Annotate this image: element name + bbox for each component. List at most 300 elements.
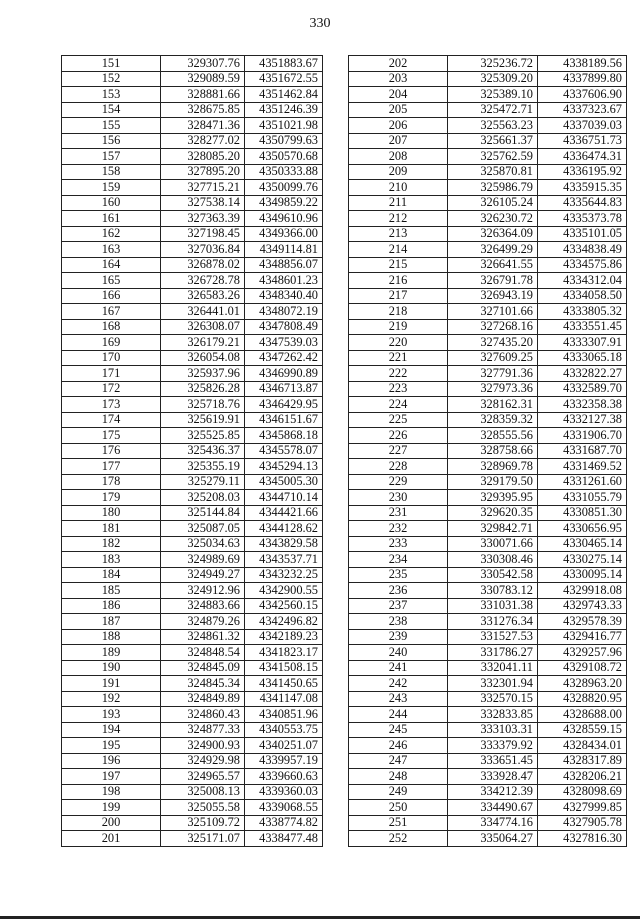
table-row bbox=[62, 815, 323, 831]
y-coordinate-cell: 4331055.79 bbox=[538, 490, 627, 506]
point-number-cell: 185 bbox=[62, 583, 161, 599]
x-coordinate-cell: 333928.47 bbox=[448, 769, 538, 785]
y-coordinate-cell: 4340251.07 bbox=[245, 738, 323, 754]
point-number-cell: 158 bbox=[62, 164, 161, 180]
x-coordinate-cell: 328881.66 bbox=[161, 87, 245, 103]
point-number-cell: 177 bbox=[62, 459, 161, 475]
table-row bbox=[62, 164, 323, 180]
table-row bbox=[349, 211, 627, 227]
point-number-cell: 240 bbox=[349, 645, 448, 661]
y-coordinate-cell: 4345005.30 bbox=[245, 474, 323, 490]
table-row bbox=[62, 211, 323, 227]
table-row bbox=[349, 490, 627, 506]
point-number-cell: 170 bbox=[62, 350, 161, 366]
x-coordinate-cell: 325762.59 bbox=[448, 149, 538, 165]
table-row bbox=[349, 800, 627, 816]
table-row bbox=[349, 753, 627, 769]
y-coordinate-cell: 4340851.96 bbox=[245, 707, 323, 723]
x-coordinate-cell: 325008.13 bbox=[161, 784, 245, 800]
page-number: 330 bbox=[309, 16, 331, 31]
y-coordinate-cell: 4351883.67 bbox=[245, 56, 323, 72]
y-coordinate-cell: 4336474.31 bbox=[538, 149, 627, 165]
x-coordinate-cell: 325236.72 bbox=[448, 56, 538, 72]
table-row bbox=[349, 707, 627, 723]
x-coordinate-cell: 325355.19 bbox=[161, 459, 245, 475]
y-coordinate-cell: 4335915.35 bbox=[538, 180, 627, 196]
x-coordinate-cell: 327036.84 bbox=[161, 242, 245, 258]
x-coordinate-cell: 325171.07 bbox=[161, 831, 245, 847]
table-row bbox=[62, 443, 323, 459]
table-row bbox=[62, 102, 323, 118]
x-coordinate-cell: 324900.93 bbox=[161, 738, 245, 754]
x-coordinate-cell: 325055.58 bbox=[161, 800, 245, 816]
x-coordinate-cell: 326943.19 bbox=[448, 288, 538, 304]
table-row bbox=[349, 381, 627, 397]
table-row bbox=[349, 335, 627, 351]
coordinates-table-left bbox=[61, 55, 323, 847]
x-coordinate-cell: 325619.91 bbox=[161, 412, 245, 428]
table-row bbox=[349, 304, 627, 320]
y-coordinate-cell: 4328206.21 bbox=[538, 769, 627, 785]
point-number-cell: 189 bbox=[62, 645, 161, 661]
point-number-cell: 244 bbox=[349, 707, 448, 723]
y-coordinate-cell: 4328098.69 bbox=[538, 784, 627, 800]
table-row bbox=[349, 350, 627, 366]
point-number-cell: 162 bbox=[62, 226, 161, 242]
x-coordinate-cell: 324849.89 bbox=[161, 691, 245, 707]
x-coordinate-cell: 327715.21 bbox=[161, 180, 245, 196]
table-row bbox=[349, 614, 627, 630]
y-coordinate-cell: 4338774.82 bbox=[245, 815, 323, 831]
point-number-cell: 209 bbox=[349, 164, 448, 180]
y-coordinate-cell: 4348340.40 bbox=[245, 288, 323, 304]
y-coordinate-cell: 4338477.48 bbox=[245, 831, 323, 847]
y-coordinate-cell: 4349859.22 bbox=[245, 195, 323, 211]
point-number-cell: 239 bbox=[349, 629, 448, 645]
point-number-cell: 227 bbox=[349, 443, 448, 459]
table-row bbox=[349, 536, 627, 552]
point-number-cell: 219 bbox=[349, 319, 448, 335]
table-row bbox=[62, 319, 323, 335]
y-coordinate-cell: 4347539.03 bbox=[245, 335, 323, 351]
x-coordinate-cell: 332570.15 bbox=[448, 691, 538, 707]
x-coordinate-cell: 329089.59 bbox=[161, 71, 245, 87]
x-coordinate-cell: 329842.71 bbox=[448, 521, 538, 537]
point-number-cell: 156 bbox=[62, 133, 161, 149]
y-coordinate-cell: 4329416.77 bbox=[538, 629, 627, 645]
table-row bbox=[349, 676, 627, 692]
point-number-cell: 218 bbox=[349, 304, 448, 320]
y-coordinate-cell: 4335373.78 bbox=[538, 211, 627, 227]
x-coordinate-cell: 325087.05 bbox=[161, 521, 245, 537]
x-coordinate-cell: 324860.43 bbox=[161, 707, 245, 723]
y-coordinate-cell: 4328963.20 bbox=[538, 676, 627, 692]
table-row bbox=[62, 226, 323, 242]
point-number-cell: 153 bbox=[62, 87, 161, 103]
y-coordinate-cell: 4335101.05 bbox=[538, 226, 627, 242]
x-coordinate-cell: 334490.67 bbox=[448, 800, 538, 816]
table-row bbox=[349, 738, 627, 754]
point-number-cell: 235 bbox=[349, 567, 448, 583]
x-coordinate-cell: 328969.78 bbox=[448, 459, 538, 475]
y-coordinate-cell: 4346990.89 bbox=[245, 366, 323, 382]
y-coordinate-cell: 4337039.03 bbox=[538, 118, 627, 134]
y-coordinate-cell: 4332127.38 bbox=[538, 412, 627, 428]
y-coordinate-cell: 4346429.95 bbox=[245, 397, 323, 413]
point-number-cell: 234 bbox=[349, 552, 448, 568]
x-coordinate-cell: 324861.32 bbox=[161, 629, 245, 645]
table-row bbox=[349, 149, 627, 165]
point-number-cell: 245 bbox=[349, 722, 448, 738]
x-coordinate-cell: 326230.72 bbox=[448, 211, 538, 227]
point-number-cell: 195 bbox=[62, 738, 161, 754]
table-row bbox=[62, 288, 323, 304]
point-number-cell: 225 bbox=[349, 412, 448, 428]
point-number-cell: 215 bbox=[349, 257, 448, 273]
x-coordinate-cell: 328758.66 bbox=[448, 443, 538, 459]
y-coordinate-cell: 4336751.73 bbox=[538, 133, 627, 149]
table-row bbox=[349, 815, 627, 831]
point-number-cell: 176 bbox=[62, 443, 161, 459]
y-coordinate-cell: 4343232.25 bbox=[245, 567, 323, 583]
table-row bbox=[349, 242, 627, 258]
point-number-cell: 200 bbox=[62, 815, 161, 831]
x-coordinate-cell: 328359.32 bbox=[448, 412, 538, 428]
x-coordinate-cell: 325937.96 bbox=[161, 366, 245, 382]
table-row bbox=[62, 490, 323, 506]
table-row bbox=[62, 691, 323, 707]
y-coordinate-cell: 4338189.56 bbox=[538, 56, 627, 72]
y-coordinate-cell: 4341450.65 bbox=[245, 676, 323, 692]
y-coordinate-cell: 4330275.14 bbox=[538, 552, 627, 568]
point-number-cell: 161 bbox=[62, 211, 161, 227]
y-coordinate-cell: 4349610.96 bbox=[245, 211, 323, 227]
x-coordinate-cell: 324989.69 bbox=[161, 552, 245, 568]
table-row bbox=[349, 257, 627, 273]
table-row bbox=[62, 428, 323, 444]
x-coordinate-cell: 327198.45 bbox=[161, 226, 245, 242]
table-row bbox=[349, 87, 627, 103]
point-number-cell: 206 bbox=[349, 118, 448, 134]
x-coordinate-cell: 328085.20 bbox=[161, 149, 245, 165]
table-row bbox=[349, 133, 627, 149]
point-number-cell: 212 bbox=[349, 211, 448, 227]
y-coordinate-cell: 4337606.90 bbox=[538, 87, 627, 103]
x-coordinate-cell: 327609.25 bbox=[448, 350, 538, 366]
x-coordinate-cell: 327895.20 bbox=[161, 164, 245, 180]
y-coordinate-cell: 4333307.91 bbox=[538, 335, 627, 351]
x-coordinate-cell: 326583.26 bbox=[161, 288, 245, 304]
x-coordinate-cell: 329395.95 bbox=[448, 490, 538, 506]
point-number-cell: 188 bbox=[62, 629, 161, 645]
point-number-cell: 237 bbox=[349, 598, 448, 614]
y-coordinate-cell: 4344421.66 bbox=[245, 505, 323, 521]
point-number-cell: 178 bbox=[62, 474, 161, 490]
y-coordinate-cell: 4331469.52 bbox=[538, 459, 627, 475]
x-coordinate-cell: 325718.76 bbox=[161, 397, 245, 413]
x-coordinate-cell: 324845.09 bbox=[161, 660, 245, 676]
x-coordinate-cell: 327435.20 bbox=[448, 335, 538, 351]
table-row bbox=[349, 629, 627, 645]
table-row bbox=[62, 149, 323, 165]
point-number-cell: 214 bbox=[349, 242, 448, 258]
y-coordinate-cell: 4345868.18 bbox=[245, 428, 323, 444]
point-number-cell: 155 bbox=[62, 118, 161, 134]
point-number-cell: 152 bbox=[62, 71, 161, 87]
point-number-cell: 167 bbox=[62, 304, 161, 320]
point-number-cell: 157 bbox=[62, 149, 161, 165]
y-coordinate-cell: 4351672.55 bbox=[245, 71, 323, 87]
y-coordinate-cell: 4342900.55 bbox=[245, 583, 323, 599]
y-coordinate-cell: 4329918.08 bbox=[538, 583, 627, 599]
x-coordinate-cell: 325661.37 bbox=[448, 133, 538, 149]
x-coordinate-cell: 328675.85 bbox=[161, 102, 245, 118]
table-row bbox=[349, 769, 627, 785]
table-row bbox=[62, 583, 323, 599]
x-coordinate-cell: 327973.36 bbox=[448, 381, 538, 397]
point-number-cell: 168 bbox=[62, 319, 161, 335]
x-coordinate-cell: 329307.76 bbox=[161, 56, 245, 72]
table-row bbox=[62, 87, 323, 103]
table-row bbox=[349, 366, 627, 382]
table-row bbox=[62, 133, 323, 149]
x-coordinate-cell: 324929.98 bbox=[161, 753, 245, 769]
y-coordinate-cell: 4332822.27 bbox=[538, 366, 627, 382]
x-coordinate-cell: 325870.81 bbox=[448, 164, 538, 180]
x-coordinate-cell: 334212.39 bbox=[448, 784, 538, 800]
table-row bbox=[62, 521, 323, 537]
point-number-cell: 175 bbox=[62, 428, 161, 444]
point-number-cell: 208 bbox=[349, 149, 448, 165]
table-row bbox=[62, 366, 323, 382]
y-coordinate-cell: 4328820.95 bbox=[538, 691, 627, 707]
x-coordinate-cell: 334774.16 bbox=[448, 815, 538, 831]
table-row bbox=[349, 521, 627, 537]
x-coordinate-cell: 324848.54 bbox=[161, 645, 245, 661]
table-row bbox=[349, 583, 627, 599]
point-number-cell: 248 bbox=[349, 769, 448, 785]
table-row bbox=[62, 707, 323, 723]
x-coordinate-cell: 326105.24 bbox=[448, 195, 538, 211]
x-coordinate-cell: 326641.55 bbox=[448, 257, 538, 273]
point-number-cell: 154 bbox=[62, 102, 161, 118]
table-row bbox=[349, 567, 627, 583]
x-coordinate-cell: 330542.58 bbox=[448, 567, 538, 583]
y-coordinate-cell: 4346713.87 bbox=[245, 381, 323, 397]
x-coordinate-cell: 326179.21 bbox=[161, 335, 245, 351]
y-coordinate-cell: 4329108.72 bbox=[538, 660, 627, 676]
y-coordinate-cell: 4339068.55 bbox=[245, 800, 323, 816]
coordinates-table-right bbox=[348, 55, 627, 847]
table-row bbox=[62, 118, 323, 134]
y-coordinate-cell: 4339660.63 bbox=[245, 769, 323, 785]
y-coordinate-cell: 4340553.75 bbox=[245, 722, 323, 738]
x-coordinate-cell: 326728.78 bbox=[161, 273, 245, 289]
point-number-cell: 216 bbox=[349, 273, 448, 289]
table-row bbox=[62, 459, 323, 475]
table-row bbox=[62, 56, 323, 72]
point-number-cell: 172 bbox=[62, 381, 161, 397]
point-number-cell: 201 bbox=[62, 831, 161, 847]
table-row bbox=[349, 56, 627, 72]
x-coordinate-cell: 324845.34 bbox=[161, 676, 245, 692]
point-number-cell: 190 bbox=[62, 660, 161, 676]
y-coordinate-cell: 4342189.23 bbox=[245, 629, 323, 645]
x-coordinate-cell: 331031.38 bbox=[448, 598, 538, 614]
point-number-cell: 183 bbox=[62, 552, 161, 568]
table-row bbox=[62, 536, 323, 552]
table-row bbox=[62, 195, 323, 211]
y-coordinate-cell: 4339360.03 bbox=[245, 784, 323, 800]
x-coordinate-cell: 328555.56 bbox=[448, 428, 538, 444]
point-number-cell: 203 bbox=[349, 71, 448, 87]
point-number-cell: 198 bbox=[62, 784, 161, 800]
y-coordinate-cell: 4350799.63 bbox=[245, 133, 323, 149]
y-coordinate-cell: 4348856.07 bbox=[245, 257, 323, 273]
point-number-cell: 159 bbox=[62, 180, 161, 196]
point-number-cell: 165 bbox=[62, 273, 161, 289]
y-coordinate-cell: 4328317.89 bbox=[538, 753, 627, 769]
point-number-cell: 199 bbox=[62, 800, 161, 816]
y-coordinate-cell: 4348072.19 bbox=[245, 304, 323, 320]
point-number-cell: 174 bbox=[62, 412, 161, 428]
point-number-cell: 173 bbox=[62, 397, 161, 413]
table-row bbox=[62, 474, 323, 490]
point-number-cell: 205 bbox=[349, 102, 448, 118]
x-coordinate-cell: 326308.07 bbox=[161, 319, 245, 335]
y-coordinate-cell: 4344710.14 bbox=[245, 490, 323, 506]
point-number-cell: 213 bbox=[349, 226, 448, 242]
x-coordinate-cell: 326791.78 bbox=[448, 273, 538, 289]
point-number-cell: 230 bbox=[349, 490, 448, 506]
x-coordinate-cell: 327268.16 bbox=[448, 319, 538, 335]
point-number-cell: 228 bbox=[349, 459, 448, 475]
point-number-cell: 204 bbox=[349, 87, 448, 103]
bottom-border-line bbox=[0, 916, 640, 919]
point-number-cell: 180 bbox=[62, 505, 161, 521]
table-row bbox=[62, 412, 323, 428]
table-row bbox=[62, 552, 323, 568]
y-coordinate-cell: 4346151.67 bbox=[245, 412, 323, 428]
point-number-cell: 197 bbox=[62, 769, 161, 785]
y-coordinate-cell: 4350333.88 bbox=[245, 164, 323, 180]
y-coordinate-cell: 4332358.38 bbox=[538, 397, 627, 413]
y-coordinate-cell: 4337899.80 bbox=[538, 71, 627, 87]
table-row bbox=[62, 645, 323, 661]
point-number-cell: 223 bbox=[349, 381, 448, 397]
x-coordinate-cell: 329620.35 bbox=[448, 505, 538, 521]
y-coordinate-cell: 4345578.07 bbox=[245, 443, 323, 459]
y-coordinate-cell: 4341823.17 bbox=[245, 645, 323, 661]
y-coordinate-cell: 4330851.30 bbox=[538, 505, 627, 521]
y-coordinate-cell: 4330656.95 bbox=[538, 521, 627, 537]
x-coordinate-cell: 324883.66 bbox=[161, 598, 245, 614]
x-coordinate-cell: 325436.37 bbox=[161, 443, 245, 459]
table-row bbox=[349, 660, 627, 676]
y-coordinate-cell: 4334312.04 bbox=[538, 273, 627, 289]
point-number-cell: 187 bbox=[62, 614, 161, 630]
point-number-cell: 231 bbox=[349, 505, 448, 521]
point-number-cell: 217 bbox=[349, 288, 448, 304]
point-number-cell: 179 bbox=[62, 490, 161, 506]
y-coordinate-cell: 4331261.60 bbox=[538, 474, 627, 490]
point-number-cell: 238 bbox=[349, 614, 448, 630]
point-number-cell: 233 bbox=[349, 536, 448, 552]
x-coordinate-cell: 331276.34 bbox=[448, 614, 538, 630]
x-coordinate-cell: 326441.01 bbox=[161, 304, 245, 320]
y-coordinate-cell: 4335644.83 bbox=[538, 195, 627, 211]
x-coordinate-cell: 332301.94 bbox=[448, 676, 538, 692]
y-coordinate-cell: 4334838.49 bbox=[538, 242, 627, 258]
table-row bbox=[62, 598, 323, 614]
y-coordinate-cell: 4341147.08 bbox=[245, 691, 323, 707]
x-coordinate-cell: 325826.28 bbox=[161, 381, 245, 397]
y-coordinate-cell: 4347808.49 bbox=[245, 319, 323, 335]
table-row bbox=[62, 769, 323, 785]
x-coordinate-cell: 328471.36 bbox=[161, 118, 245, 134]
x-coordinate-cell: 327538.14 bbox=[161, 195, 245, 211]
table-row bbox=[349, 505, 627, 521]
x-coordinate-cell: 326364.09 bbox=[448, 226, 538, 242]
table-row bbox=[349, 474, 627, 490]
point-number-cell: 207 bbox=[349, 133, 448, 149]
table-row bbox=[349, 102, 627, 118]
table-row bbox=[62, 335, 323, 351]
y-coordinate-cell: 4348601.23 bbox=[245, 273, 323, 289]
y-coordinate-cell: 4341508.15 bbox=[245, 660, 323, 676]
table-row bbox=[349, 226, 627, 242]
x-coordinate-cell: 325472.71 bbox=[448, 102, 538, 118]
y-coordinate-cell: 4351246.39 bbox=[245, 102, 323, 118]
point-number-cell: 164 bbox=[62, 257, 161, 273]
table-row bbox=[349, 691, 627, 707]
point-number-cell: 226 bbox=[349, 428, 448, 444]
point-number-cell: 151 bbox=[62, 56, 161, 72]
y-coordinate-cell: 4333551.45 bbox=[538, 319, 627, 335]
y-coordinate-cell: 4350570.68 bbox=[245, 149, 323, 165]
table-row bbox=[62, 505, 323, 521]
point-number-cell: 166 bbox=[62, 288, 161, 304]
x-coordinate-cell: 324912.96 bbox=[161, 583, 245, 599]
table-row bbox=[349, 164, 627, 180]
table-row bbox=[349, 288, 627, 304]
point-number-cell: 196 bbox=[62, 753, 161, 769]
x-coordinate-cell: 325279.11 bbox=[161, 474, 245, 490]
x-coordinate-cell: 326499.29 bbox=[448, 242, 538, 258]
table-row bbox=[62, 350, 323, 366]
point-number-cell: 192 bbox=[62, 691, 161, 707]
x-coordinate-cell: 325986.79 bbox=[448, 180, 538, 196]
table-row bbox=[62, 738, 323, 754]
point-number-cell: 210 bbox=[349, 180, 448, 196]
x-coordinate-cell: 325208.03 bbox=[161, 490, 245, 506]
x-coordinate-cell: 333651.45 bbox=[448, 753, 538, 769]
table-row bbox=[62, 800, 323, 816]
x-coordinate-cell: 328277.02 bbox=[161, 133, 245, 149]
x-coordinate-cell: 335064.27 bbox=[448, 831, 538, 847]
y-coordinate-cell: 4337323.67 bbox=[538, 102, 627, 118]
point-number-cell: 241 bbox=[349, 660, 448, 676]
y-coordinate-cell: 4343537.71 bbox=[245, 552, 323, 568]
table-row bbox=[62, 257, 323, 273]
y-coordinate-cell: 4330095.14 bbox=[538, 567, 627, 583]
y-coordinate-cell: 4333805.32 bbox=[538, 304, 627, 320]
table-row bbox=[62, 567, 323, 583]
x-coordinate-cell: 327363.39 bbox=[161, 211, 245, 227]
point-number-cell: 251 bbox=[349, 815, 448, 831]
table-row bbox=[62, 180, 323, 196]
table-row bbox=[349, 645, 627, 661]
